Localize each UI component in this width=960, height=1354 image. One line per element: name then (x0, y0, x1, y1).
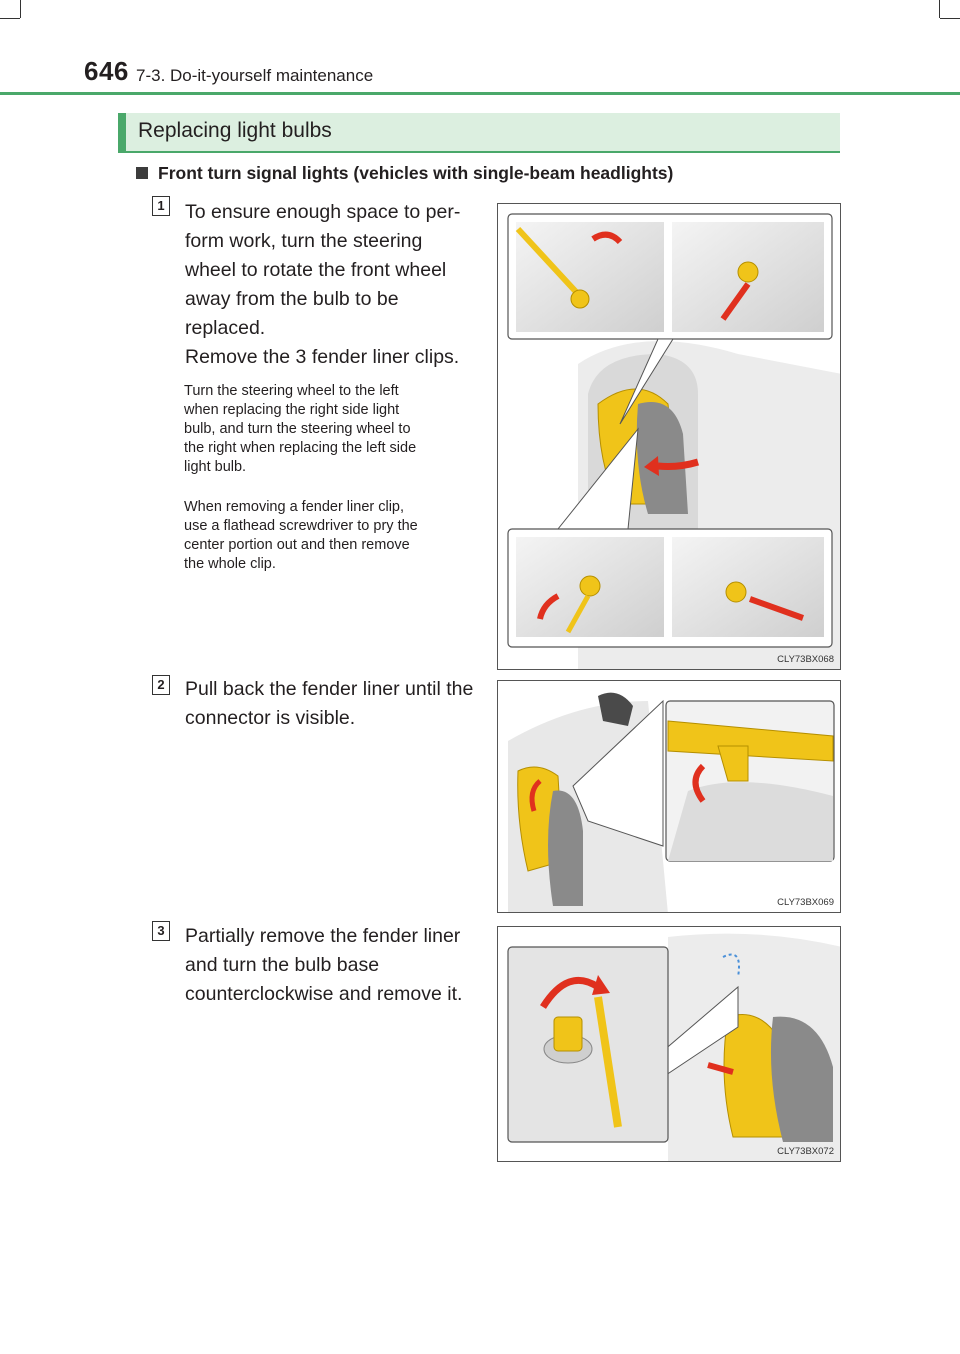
figure-code: CLY73BX069 (777, 897, 834, 908)
section-underline (118, 151, 840, 153)
note-line: light bulb. (184, 459, 247, 475)
section-title: Replacing light bulbs (138, 119, 332, 142)
note-line: the whole clip. (184, 556, 276, 572)
text-line: Remove the 3 fender liner clips. (185, 346, 460, 368)
text-line: replaced. (185, 317, 266, 339)
text-line: connector is visible. (185, 707, 356, 729)
text-line: counterclockwise and remove it. (185, 983, 463, 1005)
figure-step-1 (497, 203, 841, 670)
text-line: and turn the bulb base (185, 954, 380, 976)
crop-mark (20, 0, 21, 18)
note-line: use a flathead screwdriver to pry the (184, 518, 418, 534)
note-line: Turn the steering wheel to the left (184, 383, 399, 399)
text-line: Partially remove the fender liner (185, 925, 461, 947)
fender-clip-illustration (498, 204, 841, 670)
step-number-3: 3 (152, 921, 170, 941)
note-line: the right when replacing the left side (184, 440, 417, 456)
figure-code: CLY73BX068 (777, 654, 834, 665)
step-2-text (185, 675, 478, 733)
text-line: To ensure enough space to per- (185, 201, 461, 223)
subsection-heading (136, 163, 673, 184)
figure-step-2 (497, 680, 841, 913)
fender-liner-pullback-illustration (498, 681, 841, 913)
step-1-note-1 (184, 382, 478, 477)
note-line: When removing a fender liner clip, (184, 499, 405, 515)
figure-step-3 (497, 926, 841, 1162)
text-line: form work, turn the steering (185, 230, 423, 252)
chapter-title: 7-3. Do-it-yourself maintenance (136, 66, 374, 85)
section-heading (118, 113, 840, 151)
text-line: away from the bulb to be (185, 288, 399, 310)
step-number-2: 2 (152, 675, 170, 695)
text-line: wheel to rotate the front wheel (185, 259, 447, 281)
crop-mark (0, 18, 20, 19)
text-line: Pull back the fender liner until the (185, 678, 474, 700)
step-1-text (185, 198, 478, 372)
step-1-note-2 (184, 498, 478, 574)
note-line: when replacing the right side light (184, 402, 400, 418)
bulb-removal-illustration (498, 927, 841, 1162)
subsection-title: Front turn signal lights (vehicles with single-beam headlights) (158, 163, 674, 183)
square-bullet-icon (136, 167, 148, 179)
step-3-text (185, 922, 478, 1009)
note-line: center portion out and then remove (184, 537, 410, 553)
crop-mark (939, 0, 940, 18)
crop-mark (940, 18, 960, 19)
step-number-1: 1 (152, 196, 170, 216)
page-number: 646 (84, 56, 129, 86)
figure-code: CLY73BX072 (777, 1146, 834, 1157)
note-line: bulb, and turn the steering wheel to (184, 421, 411, 437)
header-rule (0, 92, 960, 95)
